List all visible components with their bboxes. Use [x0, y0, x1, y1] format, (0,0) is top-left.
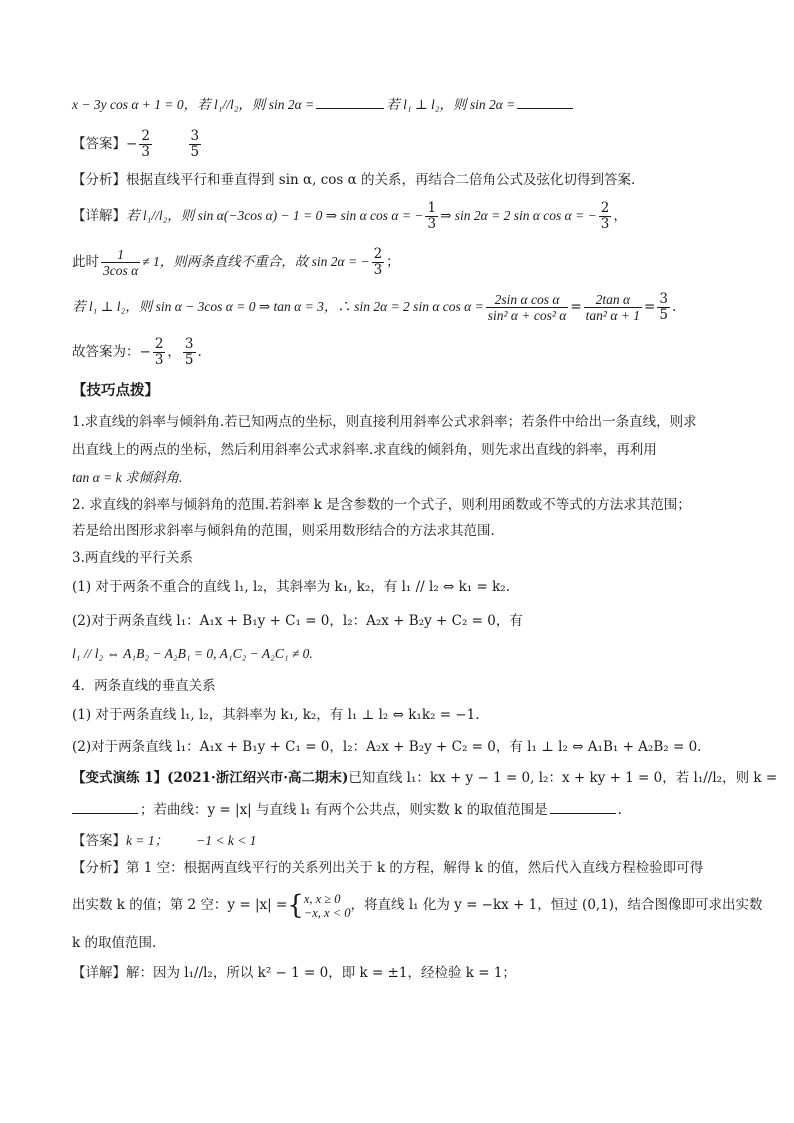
detail-1-frac-2: $\frac{2}{3}$: [600, 200, 610, 232]
tip-3-title: 3.两直线的平行关系: [72, 550, 193, 566]
variant-detail-line: [72, 963, 734, 983]
variant-analysis-tag: 【分析】: [72, 860, 126, 876]
variant-answer-tag: 【答案】: [72, 833, 126, 849]
answer-1-fraction: $\frac{2}{3}$: [141, 128, 150, 160]
final-frac-1: $\frac{2}{3}$: [154, 336, 164, 368]
final-c: .: [197, 344, 202, 360]
variant-detail-text: 解：因为 l₁//l₂，所以 k² − 1 = 0，即 k = ±1，经检验 k = 1；: [126, 965, 516, 981]
detail-2-frac-1: $\frac{1}{\text{3cos α}}$: [103, 247, 139, 278]
tip-4-item-1: (1) 对于两条直线 l₁, l₂，其斜率为 k₁, k₂，有 l₁ ⊥ l₂ ⇔ k₁k₂ = −1.: [72, 707, 480, 723]
variant-analysis-text-2b: ，将直线 l₁ 化为 y = −kx + 1，恒过 (0,1)，结合图像即可求出实数: [350, 897, 763, 913]
variant-blank-1: [72, 801, 138, 814]
tip-4-item-2: (2)对于两条直线 l₁：A₁x + B₁y + C₁ = 0，l₂：A₂x + B₂y + C₂ = 0，有 l₁ ⊥ l₂ ⇔ A₁B₁ + A₂B₂ = 0.: [72, 739, 702, 755]
detail-1-frac-1: $\frac{1}{3}$: [427, 200, 437, 232]
piecewise-brace: {: [287, 890, 304, 921]
detail-3-end: .: [671, 299, 677, 315]
answer-tag: 【答案】: [72, 136, 126, 152]
detail-1-a: 若 l₁//l₂，则 sin α(−3cos α) − 1 = 0 ⇒ sin α cos α = −: [126, 208, 424, 223]
detail-line-2: [72, 246, 734, 278]
answer-blank-1: [316, 96, 384, 109]
answer-1-sign: −: [126, 136, 138, 152]
variant-analysis-text-2a: 出实数 k 的值；第 2 空：y = |x| =: [72, 897, 288, 913]
detail-1-b: ⇒ sin 2α = 2 sin α cos α = −: [440, 208, 597, 223]
detail-line-1: [72, 200, 734, 232]
variant-analysis-line-3: k 的取值范围.: [72, 935, 157, 951]
question-continuation: [72, 95, 734, 115]
detail-2-frac-2: $\frac{2}{3}$: [373, 246, 383, 278]
tip-3-item-1: (1) 对于两条不重合的直线 l₁, l₂，其斜率为 k₁, k₂，有 l₁ // l₂ ⇔ k₁ = k₂.: [72, 579, 510, 595]
answer-2-fraction: $\frac{3}{5}$: [190, 128, 200, 160]
detail-1-c: ，: [613, 208, 627, 224]
tip-2-line-b: 若是给出图形求斜率与倾斜角的范围，则采用数形结合的方法求其范围.: [72, 523, 495, 539]
variant-text: 已知直线 l₁：kx + y − 1 = 0, l₂：x + ky + 1 = 0，若 l₁//l₂，则 k =: [348, 770, 778, 786]
tip-1-line-a: 1.求直线的斜率与倾斜角.若已知两点的坐标，则直接利用斜率公式求斜率；若条件中给出一条直线，则求: [72, 414, 697, 430]
variant-question-line-2: [72, 800, 734, 820]
tip-2-line-a: 2. 求直线的斜率与倾斜角的范围.若斜率 k 是含参数的一个式子，则利用函数或不等式的方法求其范围；: [72, 497, 691, 513]
question-part-b: 若 l₁ ⊥ l₂，则 sin 2α =: [386, 97, 516, 112]
variant-blank-2: [550, 801, 616, 814]
question-part-a: x − 3y cos α + 1 = 0，若 l₁//l₂，则 sin 2α =: [72, 97, 315, 112]
answer-blank-2: [517, 96, 573, 109]
detail-3-frac-1: $\frac{\text{2sin α cos α}}{\text{sin² α + cos² α}}$: [487, 292, 567, 323]
detail-3-frac-3: $\frac{3}{5}$: [659, 291, 668, 323]
final-a: 故答案为：−: [72, 344, 151, 360]
variant-detail-tag: 【详解】: [72, 965, 126, 981]
analysis-text: 根据直线平行和垂直得到 sin α, cos α 的关系，再结合二倍角公式及弦化切得到答案.: [126, 172, 636, 188]
variant-analysis-text-1: 第 1 空：根据两直线平行的关系列出关于 k 的方程，解得 k 的值，然后代入直线方程检验即可得: [126, 860, 704, 876]
variant-question-line-1: [72, 768, 778, 788]
detail-tag: 【详解】: [72, 208, 126, 224]
detail-line-3: [72, 290, 734, 324]
variant-text-2-end: .: [617, 802, 622, 818]
tips-title: 【技巧点拨】: [72, 382, 159, 399]
detail-3-eq: =: [570, 299, 582, 315]
final-frac-2: $\frac{3}{5}$: [184, 336, 194, 368]
tip-1-line-c: tan α = k 求倾斜角.: [72, 470, 183, 485]
answer-line: [72, 128, 734, 160]
variant-answer-line: [72, 831, 734, 851]
tip-3-item-2: (2)对于两条直线 l₁：A₁x + B₁y + C₁ = 0，l₂：A₂x + B₂y + C₂ = 0，有: [72, 613, 523, 629]
variant-analysis-line-1: [72, 858, 734, 878]
tip-3-item-2-formula: l₁ // l₂ ⇔ A₁B₂ − A₂B₁ = 0, A₁C₂ − A₂C₁ ≠ 0.: [72, 646, 313, 661]
detail-3-eq2: =: [644, 299, 656, 315]
analysis-tag: 【分析】: [72, 172, 126, 188]
analysis-line: [72, 170, 734, 190]
final-answer-line: [72, 336, 734, 368]
detail-2-c: ；: [386, 254, 400, 270]
variant-analysis-line-2: [72, 888, 763, 923]
final-b: ，: [167, 344, 181, 360]
detail-2-b: ≠ 1，则两条直线不重合，故 sin 2α = −: [142, 254, 370, 269]
variant-answer-1: k = 1；: [126, 833, 169, 848]
variant-title: 【变式演练 1】(2021·浙江绍兴市·高二期末): [72, 770, 349, 786]
piecewise-cases: x, x ≥ 0 −x, x < 0: [303, 891, 351, 920]
variant-text-2: ；若曲线：y = |x| 与直线 l₁ 有两个公共点，则实数 k 的取值范围是: [140, 802, 548, 818]
detail-3-frac-2: $\frac{\text{2tan α}}{\text{tan² α + 1}}$: [585, 292, 641, 323]
variant-answer-2: −1 < k < 1: [196, 833, 257, 848]
detail-2-a: 此时: [72, 254, 99, 270]
detail-3-a: 若 l₁ ⊥ l₂，则 sin α − 3cos α = 0 ⇒ tan α = 3，∴ sin 2α = 2 sin α cos α =: [72, 299, 484, 314]
tip-4-title: 4．两条直线的垂直关系: [72, 678, 216, 694]
tip-1-line-b: 出直线上的两点的坐标，然后利用斜率公式求斜率.求直线的倾斜角，则先求出直线的斜率，再利用: [72, 442, 657, 458]
